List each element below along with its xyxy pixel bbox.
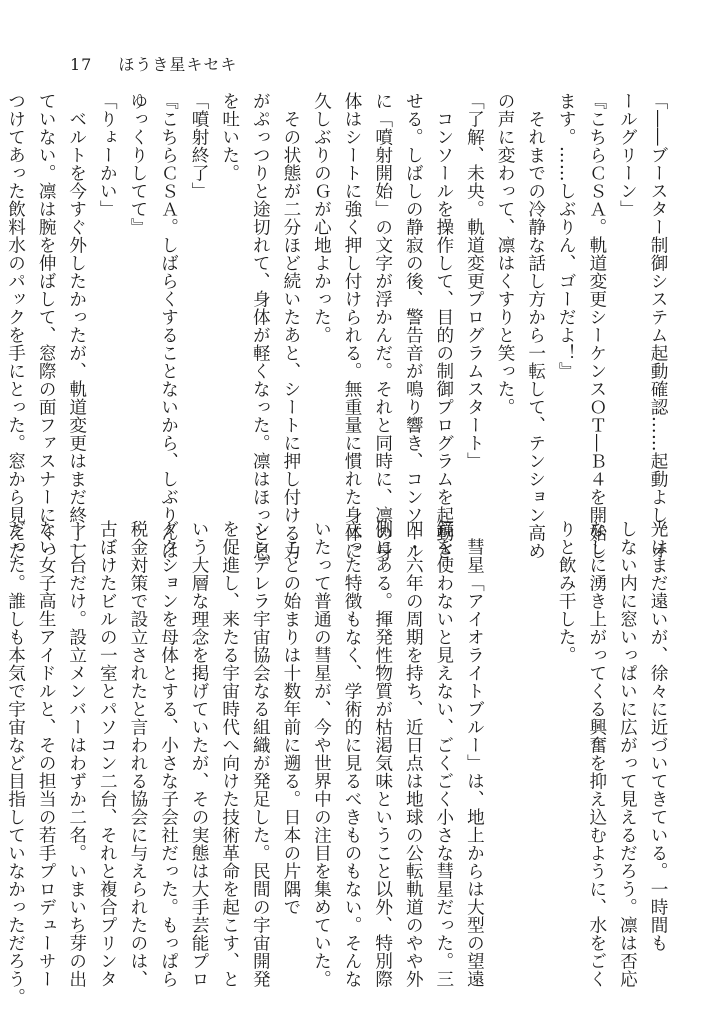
text-line: 「――ブースター制御システム起動確認……起動よし。オ: [648, 92, 668, 560]
text-line: その状態が二分ほど続いたあと、シートに押し付ける力: [280, 92, 301, 560]
text-line: なしに湧き上がってくる興奮を抑え込むように、水をごく: [586, 520, 607, 988]
text-block-lower: [0, 520, 673, 1006]
text-line: がぷっつりと途切れて、身体が軽くなった。凛はほっと息: [250, 92, 271, 560]
text-line: 側にある。揮発性物質が枯渇気味ということ以外、特別際: [372, 520, 393, 988]
text-line: 古ぼけたビルの一室とパソコン二台、それと複合プリンタ: [97, 520, 118, 988]
text-line: つけてあった飲料水のパックを手にとった。窓から見えた: [5, 92, 26, 560]
text-line: 『こちらＣＳＡ。軌道変更シーケンスＯＴ―Ｂ４を開始し: [586, 92, 607, 560]
text-block-upper: [0, 92, 673, 560]
text-line: に「噴射開始」の文字が浮かんだ。それと同時に、凛の身: [372, 92, 393, 560]
text-line: りと飲み干した。: [556, 520, 577, 664]
text-line: 体はシートに強く押し付けられる。無重量に慣れた身体に: [342, 92, 363, 560]
text-line: ことの始まりは十数年前に遡る。日本の片隅で: [280, 520, 301, 916]
text-line: ます。……しぶりん、ゴーだよ！』: [556, 92, 577, 380]
text-line: ベルトを今すぐ外したかったが、軌道変更はまだ終了し: [66, 92, 87, 560]
text-line: を促進し、来たる宇宙時代へ向けた技術革命を起こす、と: [219, 520, 240, 988]
text-line: しない内に窓いっぱいに広がって見えるだろう。凛は否応: [617, 520, 638, 988]
text-line: 立った特徴もなく、学術的に見るべきものもない。そんな: [342, 520, 363, 988]
text-line: を吐いた。: [219, 92, 240, 182]
text-line: ていない。凛は腕を伸ばして、窓際の面ファスナーにくっ: [36, 92, 57, 560]
text-line: 光はまだ遠いが、徐々に近づいてきている。一時間も: [648, 520, 668, 952]
text-line-blank: [489, 520, 520, 960]
text-line-blank: [520, 520, 551, 960]
text-line: 『こちらＣＳＡ。しばらくすることないから、しぶりんは: [158, 92, 179, 560]
text-line: だった。誰しも本気で宇宙など目指していなかっただろう。: [5, 520, 26, 1006]
text-line: ー一台だけ。設立メンバーはわずか二名。いまいち芽の出: [66, 520, 87, 988]
text-line: せる。しばしの静寂の後、警告音が鳴り響き、コンソール: [403, 92, 424, 560]
text-line: 「りょーかい」: [97, 92, 118, 218]
text-line: いたって普通の彗星が、今や世界中の注目を集めていた。: [311, 520, 332, 988]
text-line: コンソールを操作して、目的の制御プログラムを起動さ: [433, 92, 454, 560]
text-line: 税金対策で設立されたと言われる協会に与えられたのは、: [127, 520, 148, 988]
running-title: ほうき星キセキ: [118, 55, 238, 74]
text-line: シンデレラ宇宙協会なる組織が発足した。民間の宇宙開発: [250, 520, 271, 988]
text-line: 彗星「アイオライトブルー」は、地上からは大型の望遠: [464, 520, 485, 988]
page-number: 17: [70, 55, 93, 74]
text-line: 四・六年の周期を持ち、近日点は地球の公転軌道のやや外: [403, 520, 424, 988]
text-line: ダクションを母体とする、小さな子会社だった。もっぱら: [158, 520, 179, 988]
text-line: 久しぶりのＧが心地よかった。: [311, 92, 332, 344]
text-line: 鏡を使わないと見えない、ごくごく小さな彗星だった。三: [433, 520, 454, 988]
text-line: ゆっくりしてて』: [127, 92, 148, 236]
text-line: 「了解、未央。軌道変更プログラムスタート」: [464, 92, 485, 470]
text-line: それまでの冷静な話し方から一転して、テンション高め: [525, 92, 546, 560]
text-line: いう大層な理念を掲げていたが、その実態は大手芸能プロ: [189, 520, 210, 988]
text-line: ない女子高生アイドルと、その担当の若手プロデューサー: [36, 520, 57, 988]
text-line: ールグリーン」: [617, 92, 638, 218]
text-line: 「噴射終了」: [189, 92, 210, 200]
running-header: [70, 52, 237, 75]
text-line: の声に変わって、凛はくすりと笑った。: [495, 92, 516, 416]
